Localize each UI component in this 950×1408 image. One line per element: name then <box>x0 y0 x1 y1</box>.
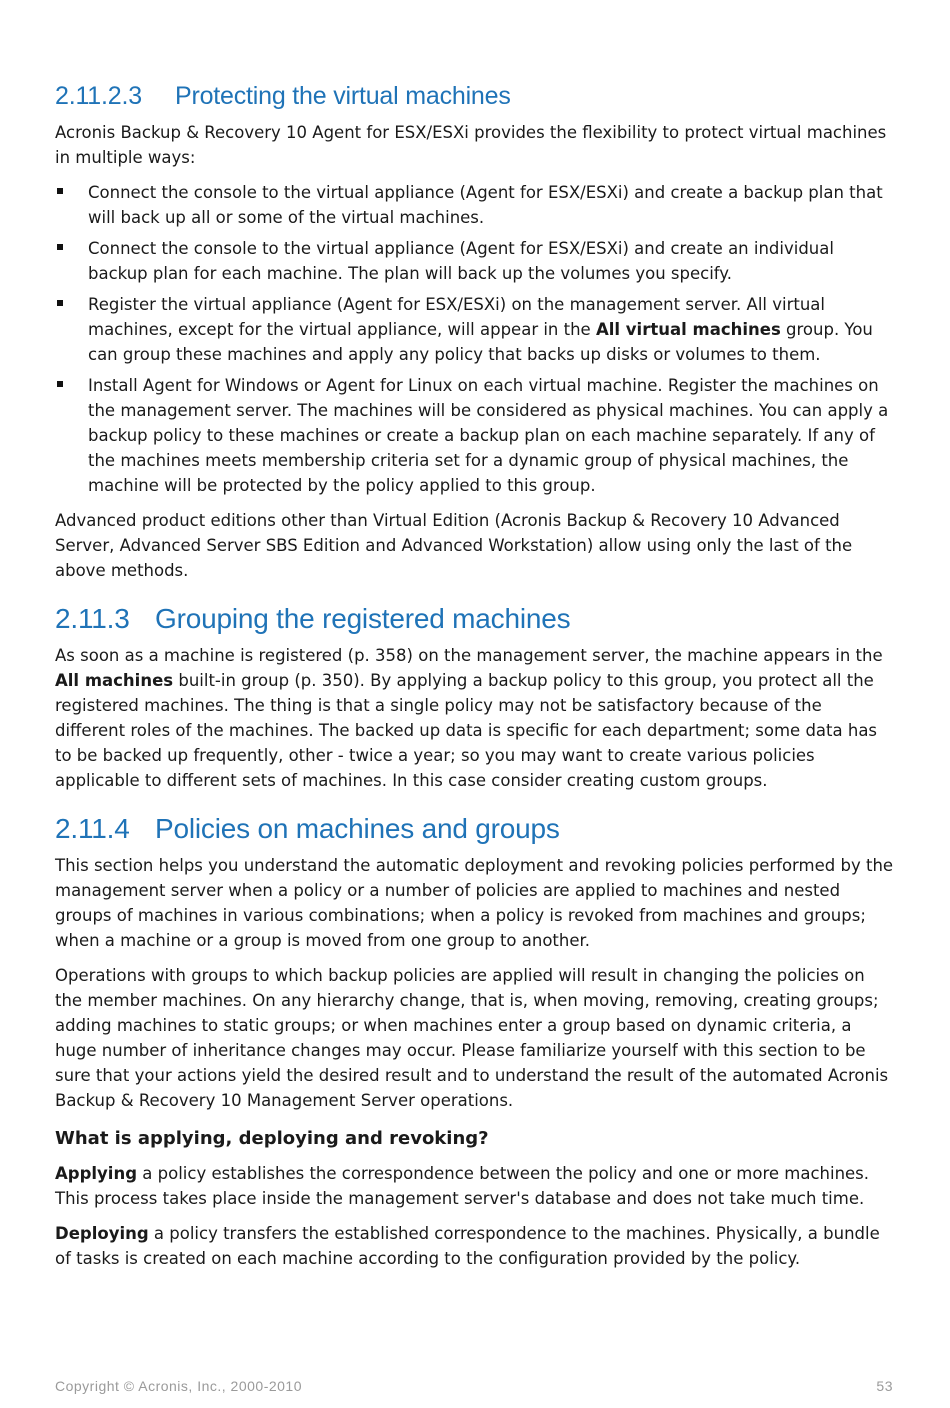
copyright-text: Copyright © Acronis, Inc., 2000-2010 <box>55 1378 302 1394</box>
text-span: a policy transfers the established correspondence to the machines. Physically, a bundle of tasks is created on each machine according to the configuration provided by the policy. <box>55 1224 880 1268</box>
bold-term: All machines <box>55 671 174 690</box>
page-footer <box>55 1378 893 1394</box>
subheading: What is applying, deploying and revoking? <box>55 1128 489 1149</box>
page-number: 53 <box>876 1378 893 1394</box>
paragraph <box>55 1221 895 1271</box>
paragraph <box>55 643 895 793</box>
bullet-list <box>55 180 895 498</box>
bold-term: All virtual machines <box>595 320 781 339</box>
section-heading-grouping <box>55 601 895 637</box>
text-span: built-in group (p. 350). By applying a backup policy to this group, you protect all the registered machines. The thing is that a single policy may not be satisfactory because of the different roles of the machines. The backed up data is specific for each department; some data has to be backed up frequently, other - twice a year; so you may want to create various policies applicable to different sets of machines. In this case consider creating custom groups. <box>55 671 878 790</box>
section-title: Protecting the virtual machines <box>175 82 511 110</box>
section-title: Policies on machines and groups <box>155 813 560 844</box>
section-title: Grouping the registered machines <box>155 603 571 634</box>
bold-term: Applying <box>55 1164 138 1183</box>
text-span: a policy establishes the correspondence between the policy and one or more machines. This process takes place inside the management server's database and does not take much time. <box>55 1164 870 1208</box>
section-heading-policies <box>55 811 895 847</box>
paragraph: Operations with groups to which backup policies are applied will result in changing the policies on the member machines. On any hierarchy change, that is, when moving, removing, creating groups; adding machines to static groups; or when machines enter a group based on dynamic criteria, a huge number of inheritance changes may occur. Please familiarize yourself with this section to be sure that your actions yield the desired result and to understand the result of the automated Acronis Backup & Recovery 10 Management Server operations. <box>55 966 889 1110</box>
list-item <box>55 292 895 367</box>
section-number: 2.11.2.3 <box>55 82 142 110</box>
section-heading-protecting <box>55 80 895 112</box>
list-item: Connect the console to the virtual appliance (Agent for ESX/ESXi) and create an individual backup plan for each machine. The plan will back up the volumes you specify. <box>55 236 895 286</box>
paragraph: Advanced product editions other than Virtual Edition (Acronis Backup & Recovery 10 Advanced Server, Advanced Server SBS Edition and Advanced Workstation) allow using only the last of the above methods. <box>55 511 853 580</box>
list-item: Install Agent for Windows or Agent for Linux on each virtual machine. Register the machines on the management server. The machines will be considered as physical machines. You can apply a backup policy to these machines or create a backup plan on each machine separately. If any of the machines meets membership criteria set for a dynamic group of physical machines, the machine will be protected by the policy applied to this group. <box>55 373 895 498</box>
text-span: Register the virtual appliance (Agent for ESX/ESXi) on the management server. All virtual machines, except for the virtual appliance, will appear in the <box>88 295 826 339</box>
bold-term: Deploying <box>55 1224 149 1243</box>
text-span: group. You can group these machines and apply any policy that backs up disks or volumes to them. <box>88 320 873 364</box>
section-number: 2.11.3 <box>55 603 130 634</box>
list-item: Connect the console to the virtual appliance (Agent for ESX/ESXi) and create a backup plan that will back up all or some of the virtual machines. <box>55 180 895 230</box>
paragraph <box>55 1161 895 1211</box>
paragraph: This section helps you understand the automatic deployment and revoking policies performed by the management server when a policy or a number of policies are applied to machines and nested groups of machines in various combinations; when a policy is revoked from machines and groups; when a machine or a group is moved from one group to another. <box>55 856 894 950</box>
document-page <box>55 80 895 1281</box>
paragraph: Acronis Backup & Recovery 10 Agent for ESX/ESXi provides the flexibility to protect virtual machines in multiple ways: <box>55 123 887 167</box>
text-span: As soon as a machine is registered (p. 358) on the management server, the machine appears in the <box>55 646 883 665</box>
section-number: 2.11.4 <box>55 813 130 844</box>
